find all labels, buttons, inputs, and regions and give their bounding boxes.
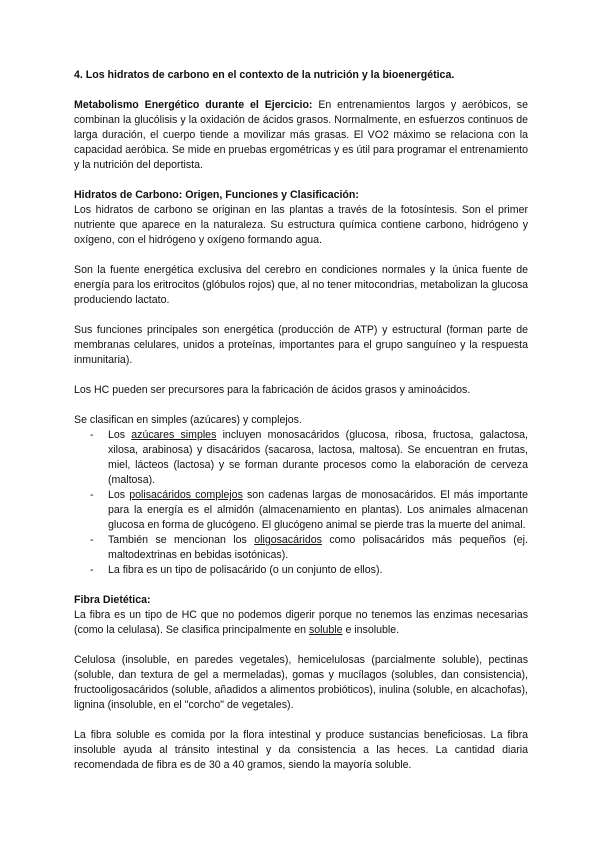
document-title: 4. Los hidratos de carbono en el contexto de la nutrición y la bioenergética.: [74, 69, 455, 81]
classification-list: [74, 428, 528, 578]
heading-hidratos: Hidratos de Carbono: Origen, Funciones y Clasificación:: [74, 189, 359, 201]
paragraph-metabolismo: [74, 98, 528, 173]
list-item: - Los azúcares simples incluyen monosacáridos (glucosa, ribosa, fructosa, galactosa, xilosa, arabinosa) y disacáridos (sacarosa, lactosa, maltosa). Se encuentran en frutas, miel, lácteos (lactosa) y se forman durante procesos como la elaboración de cerveza (maltosa).: [90, 428, 528, 488]
heading-fibra: Fibra Dietética:: [74, 594, 151, 606]
paragraph-hidratos-fuente: Son la fuente energética exclusiva del cerebro en condiciones normales y la única fuente de energía para los eritrocitos (glóbulos rojos) que, al no tener mitocondrias, metabolizan la glucosa produciendo lactato.: [74, 264, 529, 306]
paragraph-fibra-tipos: Celulosa (insoluble, en paredes vegetales), hemicelulosas (parcialmente soluble), pectinas (soluble, dan textura de gel a mermeladas), gomas y mucílagos (solubles, dan consistencia), fructooligosacáridos (soluble, añadidos a alimentos probióticos), inulina (soluble, en alcachofas), lignina (insoluble, en el "corcho" de vegetales).: [74, 654, 528, 711]
term-polisacaridos-complejos: polisacáridos complejos: [129, 489, 243, 501]
list-item: - La fibra es un tipo de polisacárido (o un conjunto de ellos).: [90, 563, 528, 578]
paragraph-hidratos-precursores: Los HC pueden ser precursores para la fabricación de ácidos grasos y aminoácidos.: [74, 384, 471, 396]
text-metabolismo: En entrenamientos largos y aeróbicos, se combinan la glucólisis y la oxidación de ácidos grasos. Normalmente, en esfuerzos continuos de larga duración, el cuerpo tiende a movilizar más grasas. El VO2 máximo se relaciona con la capacidad aeróbica. Se mide en pruebas ergométricas y es útil para programar el entrenamiento y la nutrición del deportista.: [74, 99, 528, 171]
list-item: - También se mencionan los oligosacáridos como polisacáridos más pequeños (ej. maltodextrinas en bebidas isotónicas).: [90, 533, 528, 563]
term-azucares-simples: azúcares simples: [131, 429, 217, 441]
term-oligosacaridos: oligosacáridos: [254, 534, 322, 546]
list-item: - Los polisacáridos complejos son cadenas largas de monosacáridos. El más importante para la energía es el almidón (almacenamiento en plantas). Los animales almacenan glucosa en forma de glucógeno. El glucógeno animal se pierde tras la muerte del animal.: [90, 488, 528, 533]
paragraph-hidratos-clasificacion: Se clasifican en simples (azúcares) y complejos.: [74, 414, 302, 426]
term-soluble: soluble: [308, 624, 343, 636]
heading-metabolismo: Metabolismo Energético durante el Ejercicio:: [74, 99, 313, 111]
paragraph-hidratos-funciones: Sus funciones principales son energética (producción de ATP) y estructural (forman parte de membranas celulares, unidos a proteínas, importantes para el grupo sanguíneo y la respuesta inmunitaria).: [74, 324, 528, 366]
paragraph-fibra-funcion: La fibra soluble es comida por la flora intestinal y produce sustancias beneficiosas. La fibra insoluble ayuda al tránsito intestinal y da consistencia a las heces. La cantidad diaria recomendada de fibra es de 30 a 40 gramos, siendo la mayoría soluble.: [74, 729, 528, 771]
document-page: [74, 68, 528, 773]
paragraph-fibra-definicion: La fibra es un tipo de HC que no podemos digerir porque no tenemos las enzimas necesarias (como la celulasa). Se clasifica principalmente en soluble e insoluble.: [74, 609, 528, 636]
paragraph-hidratos-origen: Los hidratos de carbono se originan en las plantas a través de la fotosíntesis. Son el primer nutriente que aparece en la naturaleza. Su estructura química contiene carbono, hidrógeno y oxígeno, con el hidrógeno y oxígeno formando agua.: [74, 204, 528, 246]
